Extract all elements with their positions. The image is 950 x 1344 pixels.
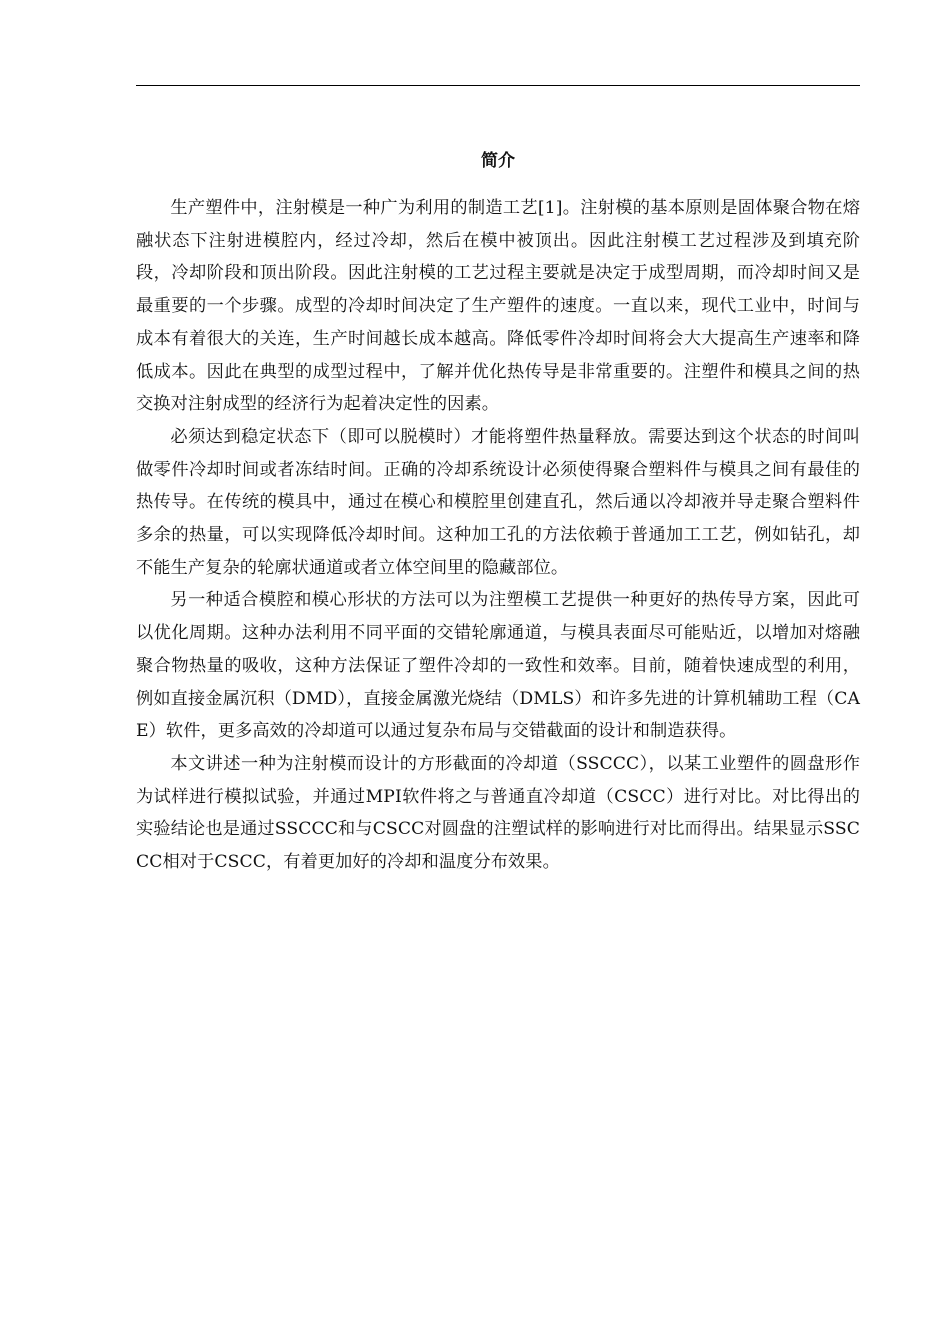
body-text xyxy=(136,192,860,879)
paragraph: 生产塑件中，注射模是一种广为利用的制造工艺[1]。注射模的基本原则是固体聚合物在熔融状态下注射进模腔内，经过冷却，然后在模中被顶出。因此注射模工艺过程涉及到填充阶段，冷却阶段和顶出阶段。因此注射模的工艺过程主要就是决定于成型周期，而冷却时间又是最重要的一个步骤。成型的冷却时间决定了生产塑件的速度。一直以来，现代工业中，时间与成本有着很大的关连，生产时间越长成本越高。降低零件冷却时间将会大大提高生产速率和降低成本。因此在典型的成型过程中，了解并优化热传导是非常重要的。注塑件和模具之间的热交换对注射成型的经济行为起着决定性的因素。 xyxy=(136,198,860,415)
paragraph: 必须达到稳定状态下（即可以脱模时）才能将塑件热量释放。需要达到这个状态的时间叫做零件冷却时间或者冻结时间。正确的冷却系统设计必须使得聚合塑料件与模具之间有最佳的热传导。在传统的模具中，通过在模心和模腔里创建直孔，然后通以冷却液并导走聚合塑料件多余的热量，可以实现降低冷却时间。这种加工孔的方法依赖于普通加工工艺，例如钻孔，却不能生产复杂的轮廓状通道或者立体空间里的隐藏部位。 xyxy=(136,426,860,578)
paragraph: 本文讲述一种为注射模而设计的方形截面的冷却道（SSCCC），以某工业塑件的圆盘形作为试样进行模拟试验，并通过MPI软件将之与普通直冷却道（CSCC）进行对比。对比得出的实验结论也是通过SSCCC和与CSCC对圆盘的注塑试样的影响进行对比而得出。结果显示SSCCC相对于CSCC，有着更加好的冷却和温度分布效果。 xyxy=(136,753,860,873)
section-title: 简介 xyxy=(481,151,515,171)
paragraph: 另一种适合模腔和模心形状的方法可以为注塑模工艺提供一种更好的热传导方案，因此可以优化周期。这种办法利用不同平面的交错轮廓通道，与模具表面尽可能贴近，以增加对熔融聚合物热量的吸收，这种方法保证了塑件冷却的一致性和效率。目前，随着快速成型的利用，例如直接金属沉积（DMD），直接金属激光烧结（DMLS）和许多先进的计算机辅助工程（CAE）软件，更多高效的冷却道可以通过复杂布局与交错截面的设计和制造获得。 xyxy=(136,590,860,742)
header-rule xyxy=(136,85,860,86)
